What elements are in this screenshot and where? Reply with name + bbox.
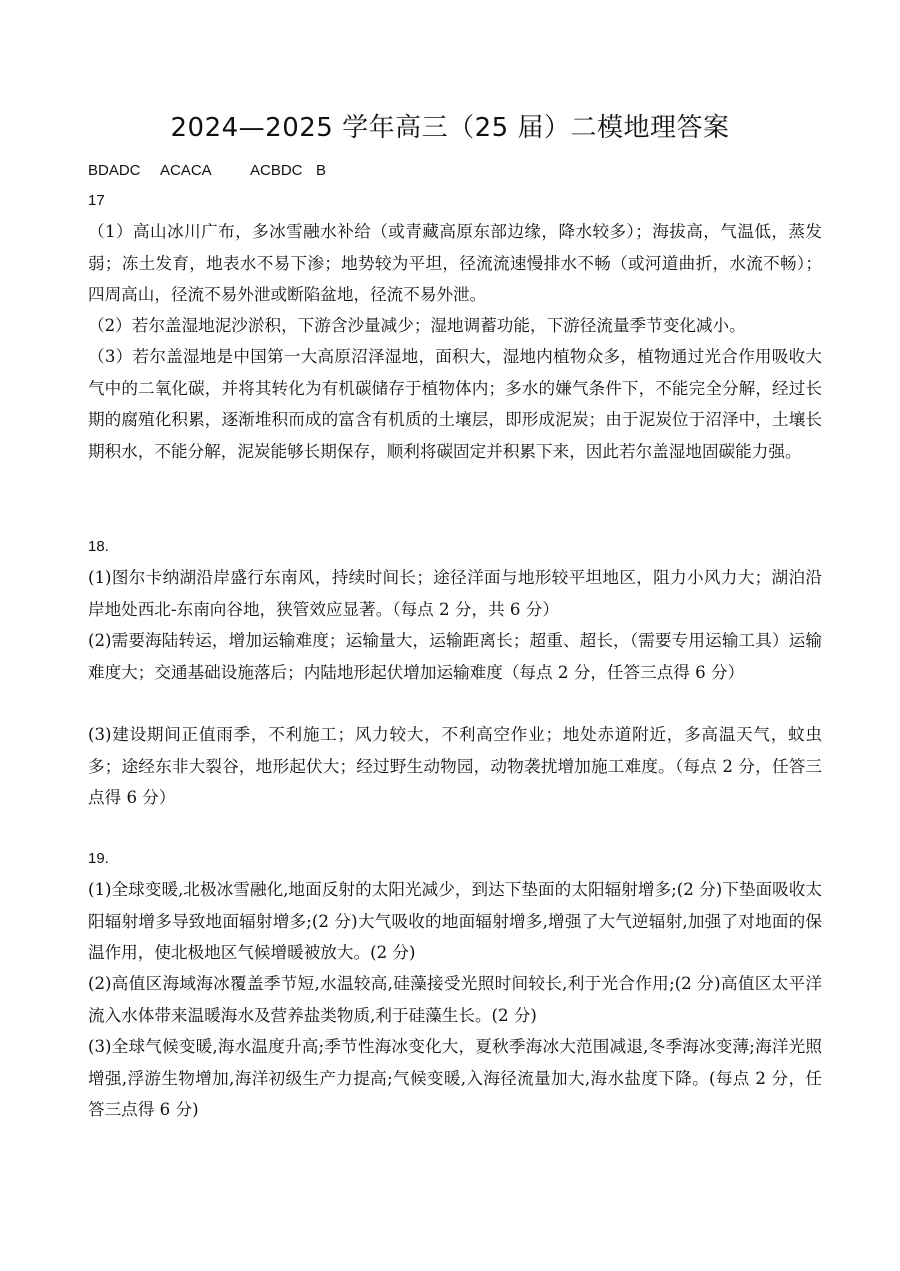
question-19-number: 19.: [88, 850, 109, 867]
multiple-choice-answers: [88, 160, 326, 182]
answer-group-2: ACACA: [160, 162, 212, 179]
question-17-part-2: （2）若尔盖湿地泥沙淤积，下游含沙量减少；湿地调蓄功能，下游径流量季节变化减小。: [88, 316, 746, 335]
question-18-number: 18.: [88, 538, 109, 555]
question-18-part-1: (1)图尔卡纳湖沿岸盛行东南风，持续时间长；途径洋面与地形较平坦地区，阻力小风力大；湖泊沿岸地处西北-东南向谷地，狭管效应显著。（每点 2 分，共 6 分）: [88, 568, 822, 619]
question-19-part-1: (1)全球变暖,北极冰雪融化,地面反射的太阳光减少，到达下垫面的太阳辐射增多;(2 分)下垫面吸收太阳辐射增多导致地面辐射增多;(2 分)大气吸收的地面辐射增多,增强了大气逆辐射,加强了对地面的保温作用，使北极地区气候增暖被放大。(2 分): [88, 880, 822, 962]
answer-group-1: BDADC: [88, 162, 141, 179]
answer-group-4: B: [316, 162, 327, 179]
question-17-number: 17: [88, 192, 105, 209]
question-19-part-3: (3)全球气候变暖,海水温度升高;季节性海冰变化大，夏秋季海冰大范围减退,冬季海冰变薄;海洋光照增强,浮游生物增加,海洋初级生产力提高;气候变暖,入海径流量加大,海水盐度下降。(每点 2 分，任答三点得 6 分): [88, 1037, 822, 1119]
question-19-part-2: (2)高值区海域海冰覆盖季节短,水温较高,硅藻接受光照时间较长,利于光合作用;(2 分)高值区太平洋流入水体带来温暖海水及营养盐类物质,利于硅藻生长。(2 分): [88, 974, 822, 1025]
question-18-part-3: (3)建设期间正值雨季，不利施工；风力较大，不利高空作业；地处赤道附近，多高温天气，蚊虫多；途经东非大裂谷，地形起伏大；经过野生动物园，动物袭扰增加施工难度。（每点 2 分，任答三点得 6 分）: [88, 725, 822, 807]
question-18-part-2: (2)需要海陆转运，增加运输难度；运输量大，运输距离长；超重、超长，（需要专用运输工具）运输难度大；交通基础设施落后；内陆地形起伏增加运输难度（每点 2 分，任答三点得 6 分）: [88, 631, 822, 682]
answer-group-3: ACBDC: [250, 162, 303, 179]
question-17-part-3: （3）若尔盖湿地是中国第一大高原沼泽湿地，面积大，湿地内植物众多，植物通过光合作用吸收大气中的二氧化碳，并将其转化为有机碳储存于植物体内；多水的嫌气条件下，不能完全分解，经过长期的腐殖化积累，逐渐堆积而成的富含有机质的土壤层，即形成泥炭；由于泥炭位于沼泽中，土壤长期积水，不能分解，泥炭能够长期保存，顺利将碳固定并积累下来，因此若尔盖湿地固碳能力强。: [88, 347, 822, 461]
document-title: 2024—2025 学年高三（25 届）二模地理答案: [170, 113, 730, 143]
question-17-part-1: （1）高山冰川广布，多冰雪融水补给（或青藏高原东部边缘，降水较多）；海拔高，气温低，蒸发弱；冻土发育，地表水不易下渗；地势较为平坦，径流流速慢排水不畅（或河道曲折，水流不畅）；四周高山，径流不易外泄或断陷盆地，径流不易外泄。: [88, 222, 822, 304]
